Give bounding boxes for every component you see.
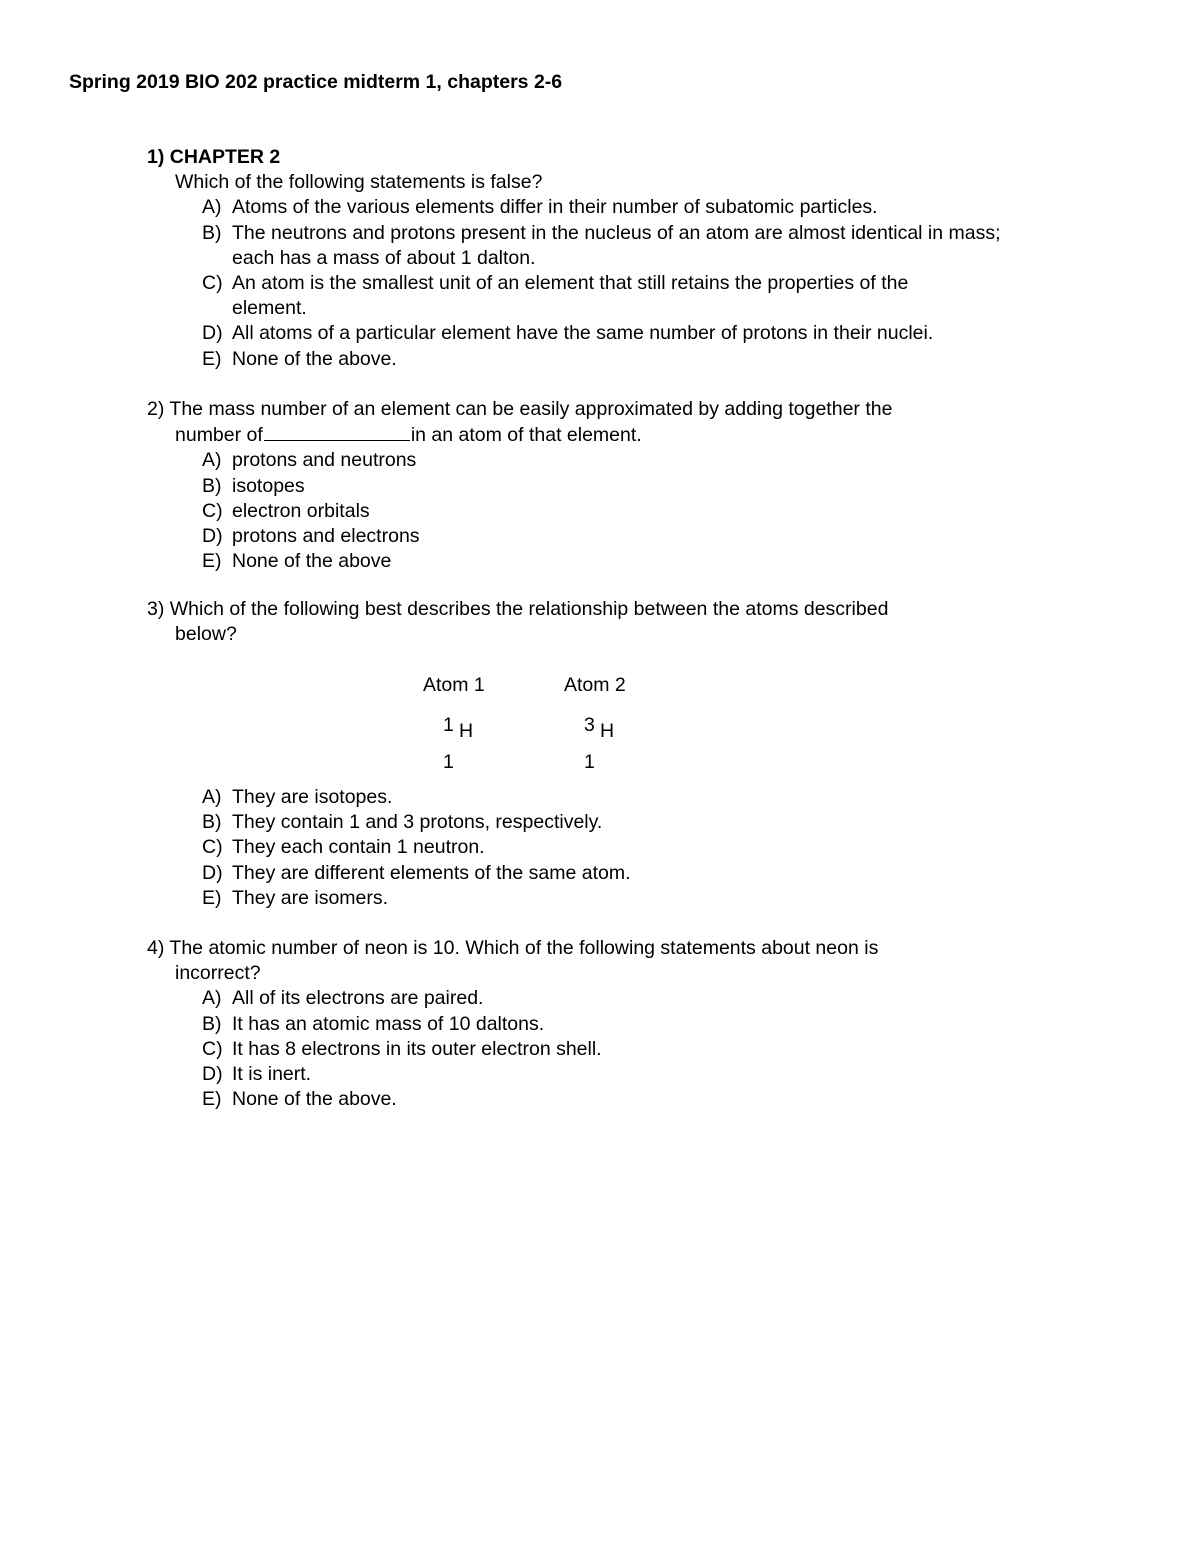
atom-2-atomic-number: 1 [584, 751, 595, 773]
option-text: It has 8 electrons in its outer electron shell. [232, 1037, 602, 1060]
answer-option [202, 1037, 1107, 1062]
answer-option [202, 1062, 1107, 1087]
option-text: An atom is the smallest unit of an element that still retains the properties of the element. [232, 272, 909, 320]
option-text: The neutrons and protons present in the nucleus of an atom are almost identical in mass; each has a mass of about 1 dalton. [232, 221, 1001, 269]
option-letter: A) [202, 196, 222, 219]
answer-option [202, 448, 1107, 473]
atom-1-header: Atom 1 [423, 674, 485, 696]
option-letter: E) [202, 1088, 222, 1111]
question-4-prompt-line1 [147, 936, 1107, 961]
option-text: It is inert. [232, 1063, 312, 1086]
question-1-prompt: Which of the following statements is false? [175, 171, 543, 194]
answer-option [202, 347, 1107, 372]
prompt-text: in an atom of that element. [410, 424, 642, 447]
option-letter: B) [202, 811, 222, 834]
option-letter: D) [202, 861, 223, 884]
question-3-prompt-line1 [147, 597, 1107, 622]
atom-1-mass-number: 1 [443, 714, 454, 736]
option-text: They contain 1 and 3 protons, respectively. [232, 811, 603, 834]
option-text: They are different elements of the same atom. [232, 861, 631, 884]
option-letter: A) [202, 786, 222, 808]
option-letter: A) [202, 987, 222, 1010]
option-text: isotopes [232, 474, 305, 497]
answer-option [202, 1087, 1107, 1112]
question-2-options [202, 448, 1107, 574]
question-3-options-wrapper [147, 785, 631, 911]
atom-2-symbol: H [600, 720, 615, 742]
option-letter: C) [202, 836, 223, 859]
option-letter: C) [202, 1037, 223, 1060]
option-text: Atoms of the various elements differ in their number of subatomic particles. [232, 196, 878, 219]
question-1-header [147, 145, 1107, 170]
option-text: It has an atomic mass of 10 daltons. [232, 1012, 545, 1035]
atom-2-header: Atom 2 [564, 674, 626, 696]
question-3-options [202, 785, 631, 911]
answer-option [202, 221, 1107, 271]
option-text: They each contain 1 neutron. [232, 836, 485, 859]
option-letter: D) [202, 1063, 223, 1086]
option-letter: C) [202, 499, 223, 522]
option-text: protons and neutrons [232, 449, 417, 472]
answer-option [202, 524, 1107, 549]
answer-option [202, 474, 1107, 499]
prompt-text: The mass number of an element can be easily approximated by adding together the [169, 398, 893, 420]
chapter-heading: CHAPTER 2 [169, 146, 281, 168]
question-1-options [202, 195, 1107, 371]
fill-in-blank [264, 422, 410, 441]
option-text: protons and electrons [232, 525, 420, 548]
answer-option [202, 499, 1107, 524]
question-3-prompt-line2: below? [175, 623, 237, 646]
option-text: They are isomers. [232, 886, 389, 909]
answer-option [202, 549, 1107, 574]
answer-option [202, 271, 1107, 321]
answer-option [202, 785, 631, 810]
answer-option [202, 861, 631, 886]
option-letter: E) [202, 347, 222, 370]
option-text: None of the above. [232, 1088, 397, 1111]
option-text: They are isotopes. [232, 786, 393, 808]
option-text: None of the above. [232, 347, 397, 370]
option-text: All of its electrons are paired. [232, 987, 484, 1010]
option-letter: A) [202, 449, 222, 472]
option-text: None of the above [232, 550, 392, 573]
option-letter: B) [202, 474, 222, 497]
answer-option [202, 810, 631, 835]
option-letter: D) [202, 322, 223, 345]
answer-option [202, 1012, 1107, 1037]
option-letter: C) [202, 272, 223, 295]
question-4 [147, 936, 1107, 1112]
prompt-text: The atomic number of neon is 10. Which of the following statements about neon is [169, 937, 879, 959]
atom-2-mass-number: 3 [584, 714, 595, 736]
atom-1-atomic-number: 1 [443, 751, 454, 773]
option-text: electron orbitals [232, 499, 370, 522]
question-3 [147, 597, 1107, 647]
question-2-prompt-line1 [147, 397, 1107, 422]
answer-option [202, 321, 1107, 346]
document-title: Spring 2019 BIO 202 practice midterm 1, chapters 2-6 [69, 71, 563, 93]
answer-option [202, 195, 1107, 220]
question-number: 4) [147, 937, 165, 959]
option-letter: B) [202, 221, 222, 244]
prompt-text: Which of the following best describes the relationship between the atoms described [169, 598, 889, 620]
prompt-text: number of [175, 424, 263, 447]
option-letter: D) [202, 525, 223, 548]
question-1 [147, 145, 1107, 372]
question-2 [147, 397, 1107, 574]
option-letter: E) [202, 550, 222, 573]
question-number: 2) [147, 398, 165, 420]
option-letter: E) [202, 886, 222, 909]
atom-1-symbol: H [459, 720, 474, 742]
option-text: All atoms of a particular element have the same number of protons in their nuclei. [232, 322, 934, 345]
answer-option [202, 835, 631, 860]
question-4-prompt-line2: incorrect? [175, 962, 261, 985]
question-4-options [202, 986, 1107, 1112]
question-number: 1) [147, 146, 165, 168]
answer-option [202, 986, 1107, 1011]
option-letter: B) [202, 1012, 222, 1035]
question-2-prompt-line2 [147, 422, 1107, 448]
question-number: 3) [147, 598, 165, 620]
answer-option [202, 886, 631, 911]
